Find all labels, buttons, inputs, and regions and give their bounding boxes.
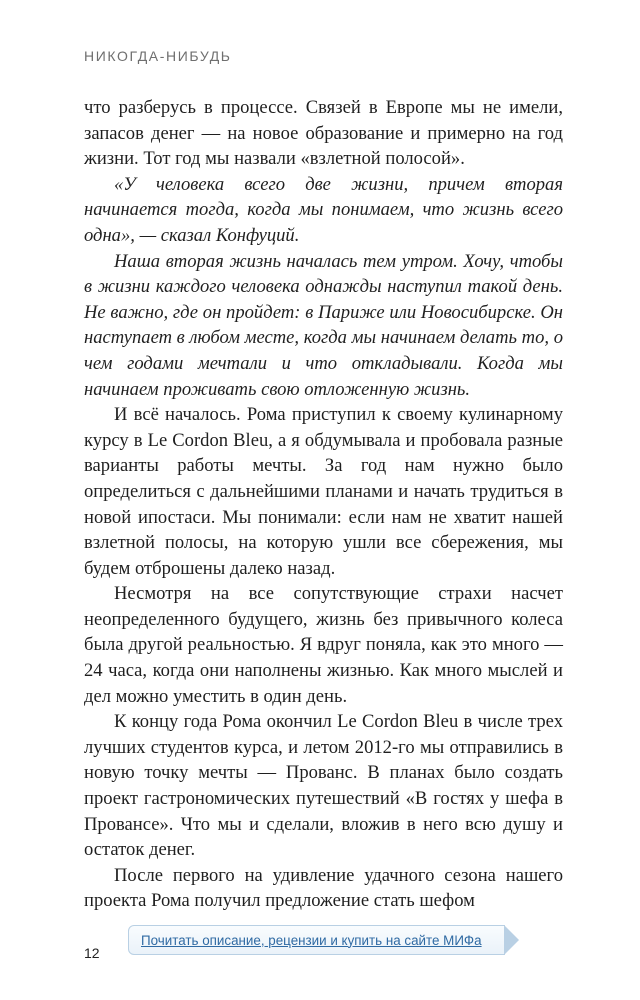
paragraph: К концу года Рома окончил Le Cordon Bleu в числе трех лучших студентов курса, и летом 2012-го мы отправились в новую точку мечты — Прованс. В планах было создать проект гастрономических путешествий «В гостях у шефа в Провансе». Что мы и сделали, вложив в него всю душу и остаток денег. bbox=[84, 711, 563, 861]
paragraph: После первого на удивление удачного сезона нашего проекта Рома получил предложение стать шефом bbox=[84, 864, 563, 912]
paragraph-quote: «У человека всего две жизни, причем вторая начинается тогда, когда мы понимаем, что жизнь всего одна», — сказал Конфуций. bbox=[84, 173, 563, 246]
paragraph: Несмотря на все сопутствующие страхи насчет неопределенного будущего, жизнь без привычного колеса была другой реальностью. Я вдруг поняла, как это много — 24 часа, когда они наполнены жизнью. Как много мыслей и дел можно уместить в один день. bbox=[84, 583, 563, 707]
running-title: НИКОГДА-НИБУДЬ bbox=[84, 48, 232, 64]
paragraph: И всё началось. Рома приступил к своему кулинарному курсу в Le Cordon Bleu, а я обдумывала и пробовала разные варианты работы мечты. За год нам нужно было определиться с дальнейшими планами и начать трудиться в новой ипостаси. Мы понимали: если нам не хватит нашей взлетной полосы, на которую ушли все сбережения, мы будем отброшены далеко назад. bbox=[84, 404, 563, 579]
paragraph-italic: Наша вторая жизнь началась тем утром. Хочу, чтобы в жизни каждого человека однажды наступил такой день. Не важно, где он пройдет: в Париже или Новосибирске. Он наступает в любом месте, когда мы начинаем делать то, о чем годами мечтали и что откладывали. Когда мы начинаем проживать свою отложенную жизнь. bbox=[84, 250, 563, 400]
page-number: 12 bbox=[84, 945, 100, 961]
paragraph: что разберусь в процессе. Связей в Европе мы не имели, запасов денег — на новое образование и примерно на год жизни. Тот год мы назвали «взлетной полосой». bbox=[84, 97, 563, 170]
body-text bbox=[84, 95, 563, 914]
buy-on-mif-link[interactable]: Почитать описание, рецензии и купить на сайте МИФа bbox=[128, 925, 505, 955]
